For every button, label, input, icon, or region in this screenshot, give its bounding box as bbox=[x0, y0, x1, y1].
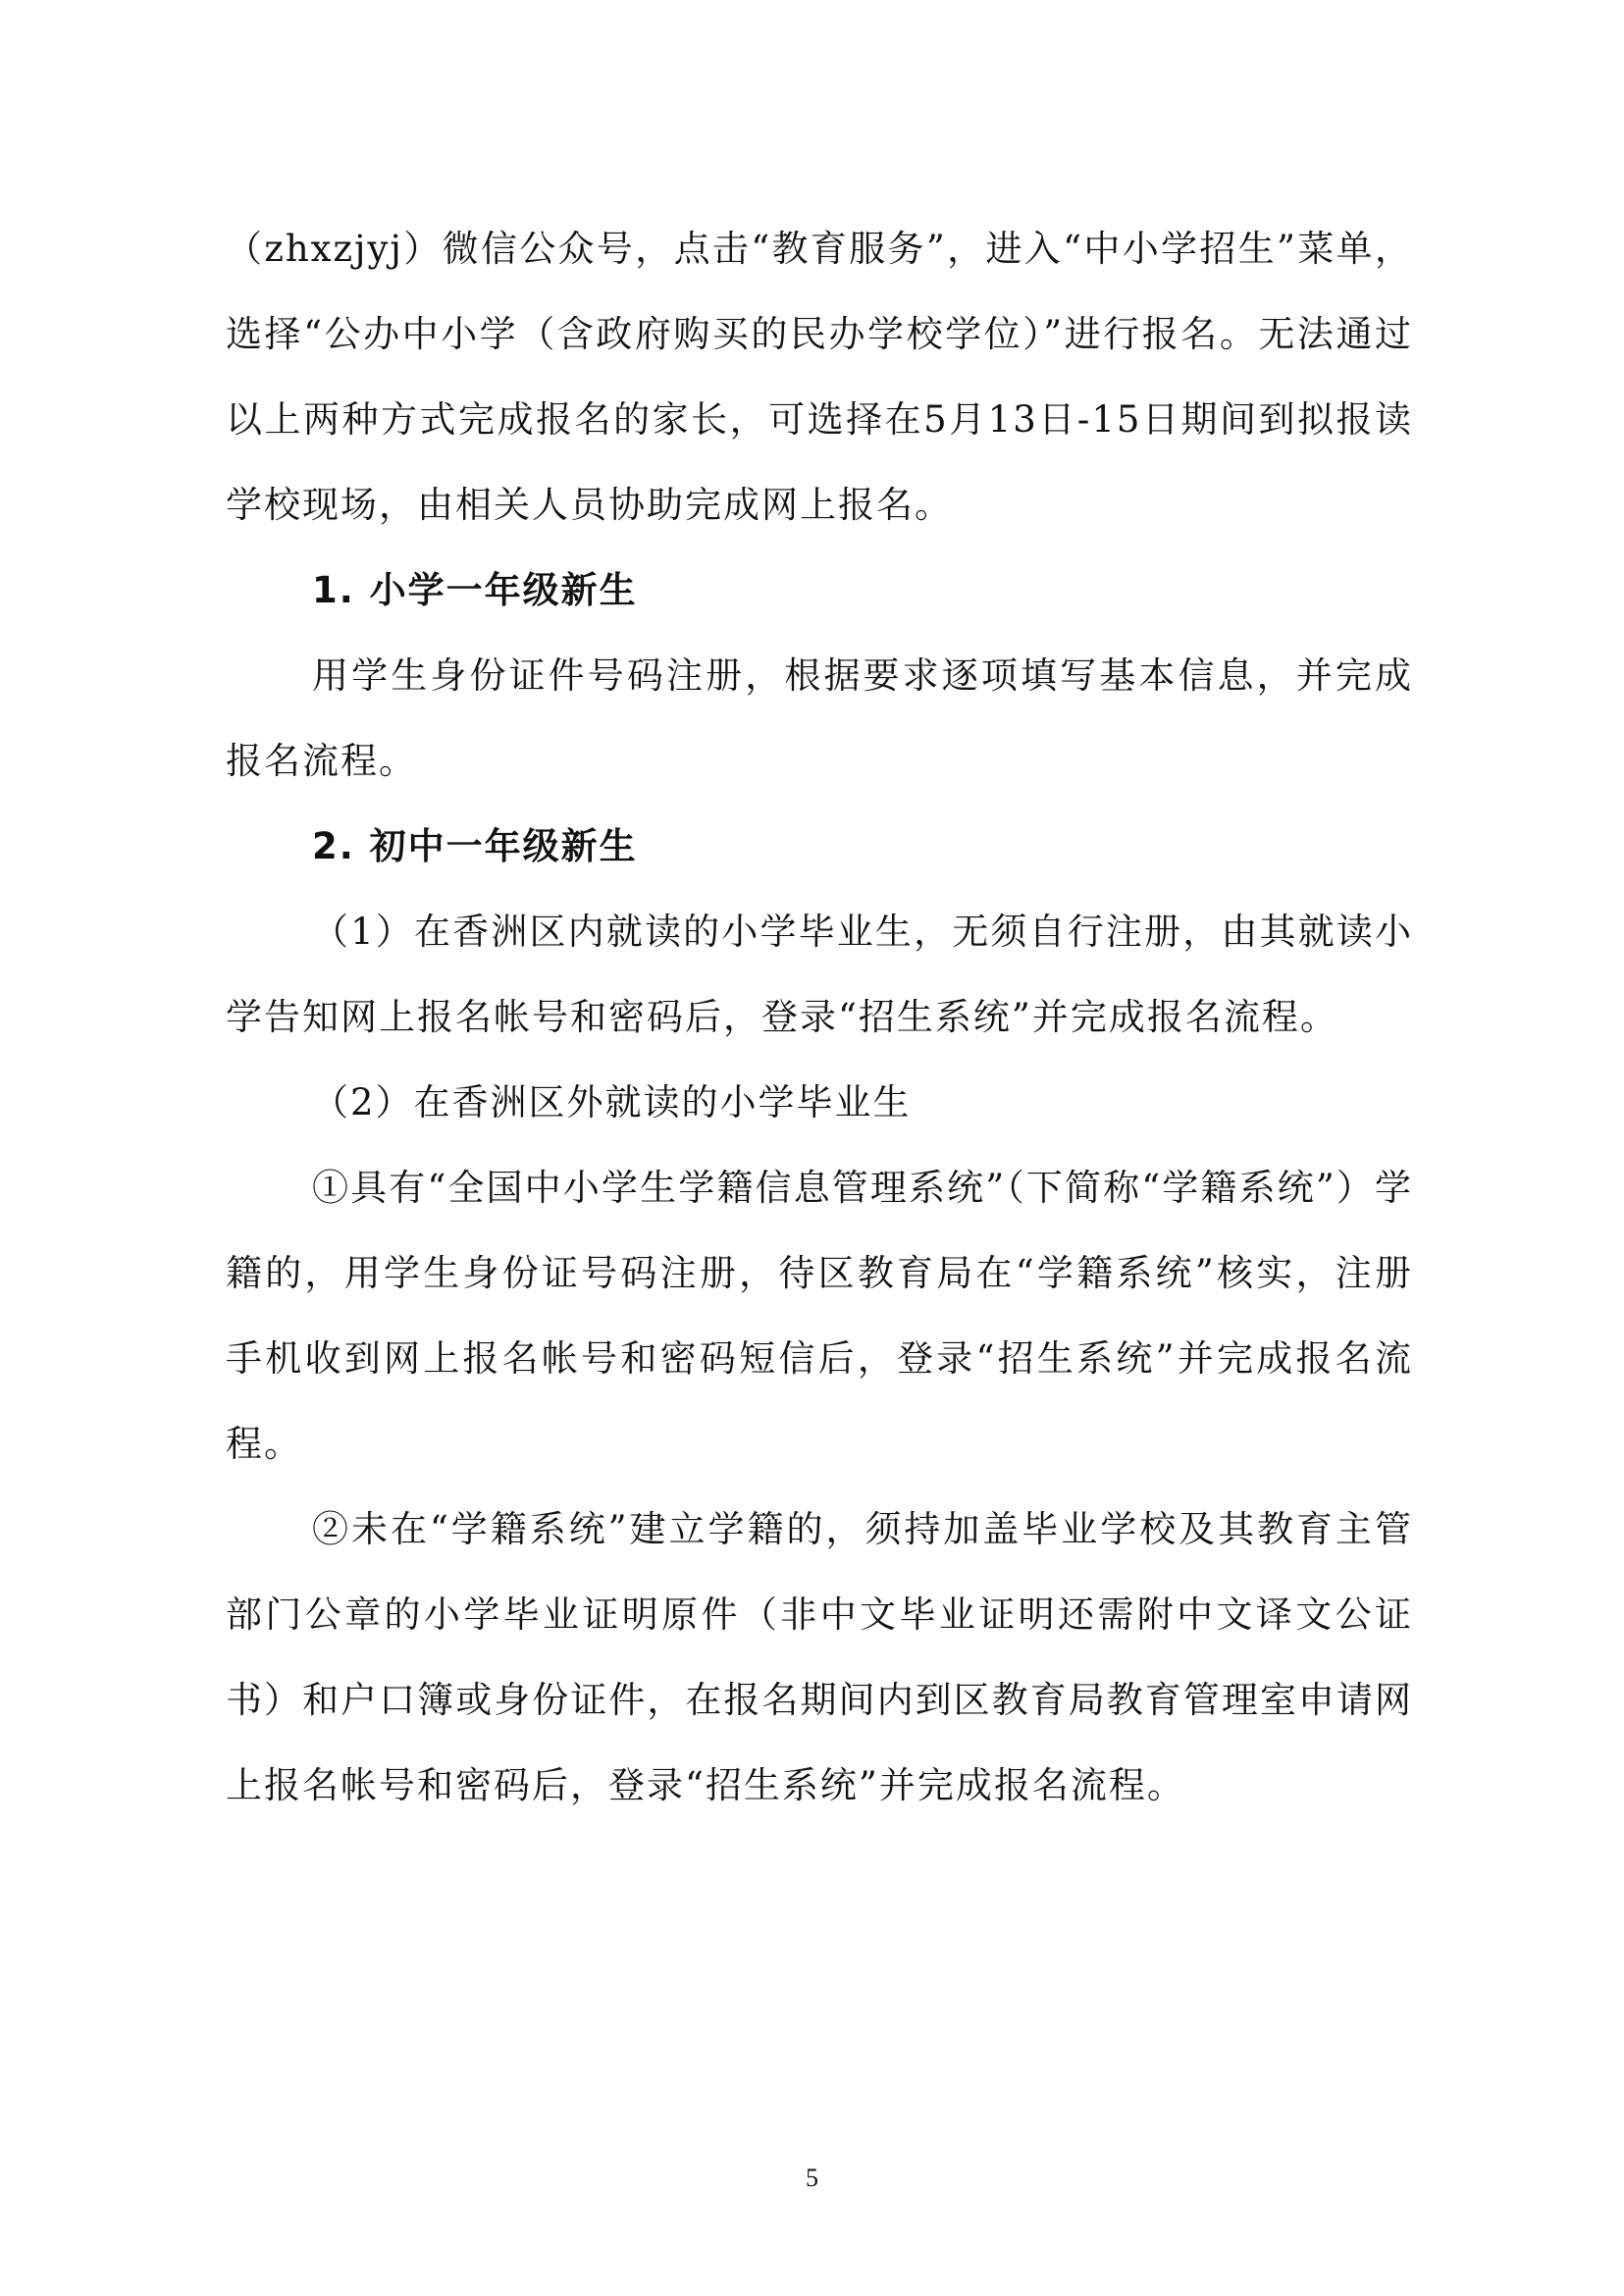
document-body bbox=[226, 206, 1413, 1828]
list-item-out-of-district-graduates: （2）在香洲区外就读的小学毕业生 bbox=[312, 1081, 912, 1123]
list-item-in-district-graduates: （1）在香洲区内就读的小学毕业生，无须自行注册，由其就读小学告知网上报名帐号和密码后，登录“招生系统”并完成报名流程。 bbox=[226, 911, 1413, 1038]
section-heading-primary-grade-one: 1. 小学一年级新生 bbox=[312, 569, 638, 611]
section-body-primary-grade-one: 用学生身份证件号码注册，根据要求逐项填写基本信息，并完成报名流程。 bbox=[226, 654, 1413, 782]
sub-item-with-student-record: ①具有“全国中小学生学籍信息管理系统”（下简称“学籍系统”）学籍的，用学生身份证号码注册，待区教育局在“学籍系统”核实，注册手机收到网上报名帐号和密码短信后，登录“招生系统”并完成报名流程。 bbox=[226, 1167, 1413, 1465]
sub-item-without-student-record: ②未在“学籍系统”建立学籍的，须持加盖毕业学校及其教育主管部门公章的小学毕业证明原件（非中文毕业证明还需附中文译文公证书）和户口簿或身份证件，在报名期间内到区教育局教育管理室申请网上报名帐号和密码后，登录“招生系统”并完成报名流程。 bbox=[226, 1508, 1413, 1806]
section-heading-junior-grade-one: 2. 初中一年级新生 bbox=[312, 825, 638, 867]
intro-continuation-paragraph: （zhxzjyj）微信公众号，点击“教育服务”，进入“中小学招生”菜单，选择“公办中小学（含政府购买的民办学校学位）”进行报名。无法通过以上两种方式完成报名的家长，可选择在5月13日-15日期间到拟报读学校现场，由相关人员协助完成网上报名。 bbox=[226, 228, 1413, 526]
page-number: 5 bbox=[806, 2164, 818, 2192]
